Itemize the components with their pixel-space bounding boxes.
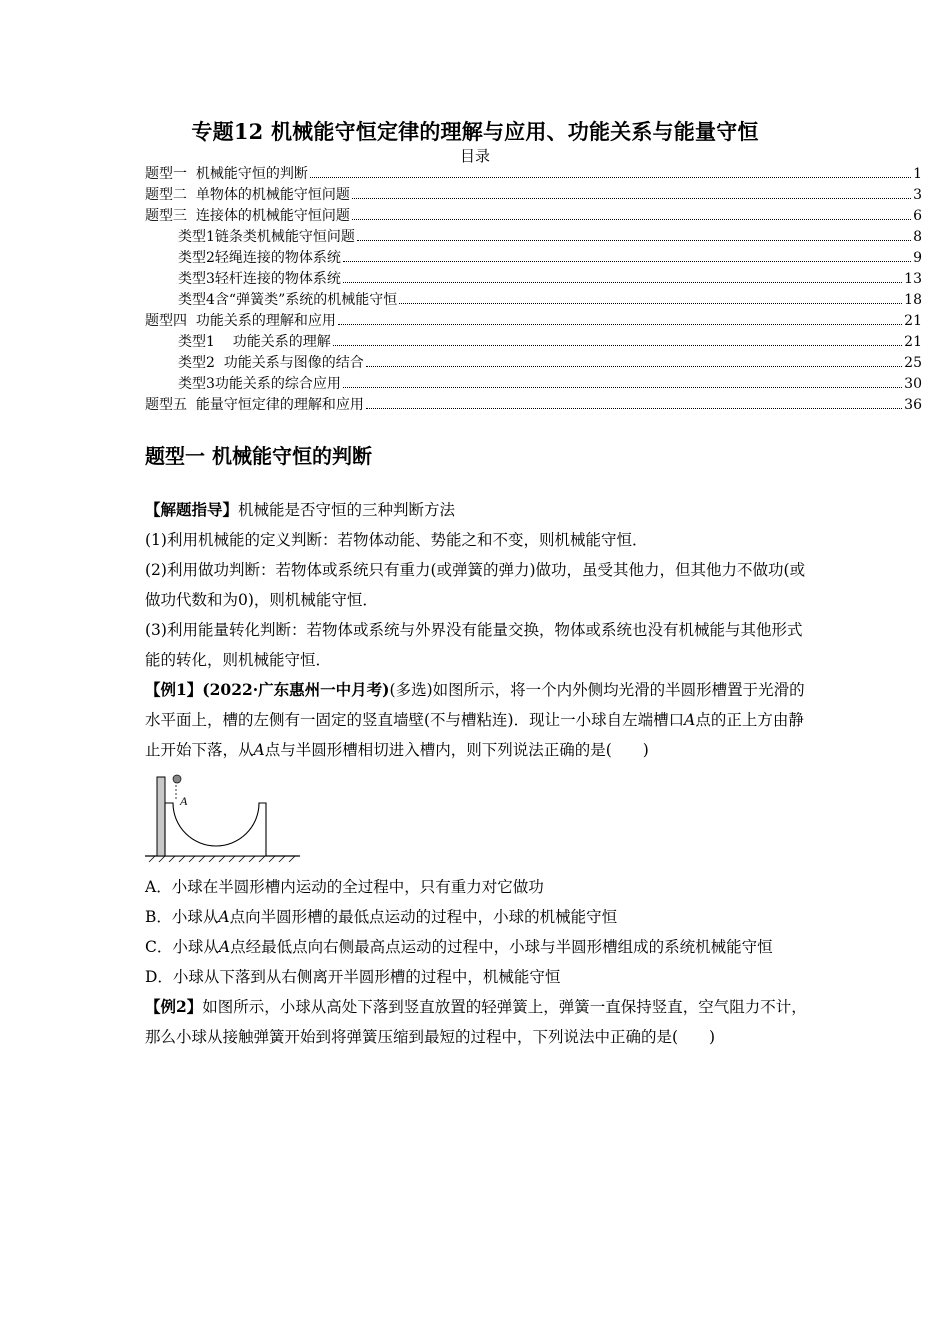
table-of-contents (145, 162, 922, 414)
toc-entry[interactable] (145, 330, 922, 351)
toc-leader-dots (343, 261, 911, 262)
section-heading: 题型一 机械能守恒的判断 (145, 444, 372, 468)
toc-entry-page: 1 (913, 166, 922, 182)
toc-entry-label: 类型2轻绳连接的物体系统 (178, 250, 341, 266)
toc-leader-dots (343, 387, 902, 388)
example-1-question: 【例1】(2022·广东惠州一中月考)(多选)如图所示，将一个内外侧均光滑的半圆形槽置于光滑的水平面上，槽的左侧有一固定的竖直墙壁(不与槽粘连)．现让一小球自左端槽口A点的正上方由静止开始下落，从A点与半圆形槽相切进入槽内，则下列说法正确的是( ) (145, 680, 805, 759)
option-c: C．小球从A点经最低点向右侧最高点运动的过程中，小球与半圆形槽组成的系统机械能守恒 (145, 938, 773, 956)
toc-entry-label: 类型3功能关系的综合应用 (178, 376, 341, 392)
method-1: (1)利用机械能的定义判断：若物体动能、势能之和不变，则机械能守恒． (145, 531, 648, 549)
toc-entry-page: 36 (904, 397, 922, 413)
toc-entry-page: 25 (904, 355, 922, 371)
example-2-question: 【例2】如图所示，小球从高处下落到竖直放置的轻弹簧上，弹簧一直保持竖直，空气阻力不计，那么小球从接触弹簧开始到将弹簧压缩到最短的过程中，下列说法中正确的是( ) (145, 997, 807, 1046)
ground-hatching (149, 856, 295, 862)
toc-entry-page: 9 (913, 250, 922, 266)
option-d: D．小球从下落到从右侧离开半圆形槽的过程中，机械能守恒 (145, 968, 561, 986)
toc-entry-label: 类型3轻杆连接的物体系统 (178, 271, 341, 287)
toc-entry[interactable] (145, 309, 922, 330)
guide-paragraph (145, 495, 810, 525)
toc-entry[interactable] (145, 288, 922, 309)
example-1-tag: 【例1】 (145, 680, 203, 699)
toc-entry[interactable] (145, 204, 922, 225)
toc-heading: 目录 (459, 147, 490, 165)
toc-entry-page: 8 (913, 229, 922, 245)
toc-entry-page: 3 (913, 187, 922, 203)
toc-entry[interactable] (145, 162, 922, 183)
document-title: 专题12 机械能守恒定律的理解与应用、功能关系与能量守恒 (191, 119, 759, 144)
toc-entry-label: 题型二 单物体的机械能守恒问题 (145, 187, 350, 203)
guide-text: 机械能是否守恒的三种判断方法 (238, 501, 456, 519)
example-2-tag: 【例2】 (145, 997, 203, 1016)
toc-entry-page: 6 (913, 208, 922, 224)
toc-leader-dots (366, 366, 902, 367)
toc-leader-dots (399, 303, 902, 304)
toc-entry-label: 类型1 功能关系的理解 (178, 334, 331, 350)
toc-entry[interactable] (145, 393, 922, 414)
toc-leader-dots (366, 408, 902, 409)
toc-leader-dots (357, 240, 911, 241)
toc-entry[interactable] (145, 246, 922, 267)
toc-entry[interactable] (145, 372, 922, 393)
point-a-label: A (218, 908, 230, 926)
option-a: A．小球在半圆形槽内运动的全过程中，只有重力对它做功 (145, 878, 544, 896)
toc-entry-page: 18 (904, 292, 922, 308)
point-a-label: A (253, 741, 265, 759)
toc-entry-label: 题型四 功能关系的理解和应用 (145, 313, 336, 329)
toc-entry-page: 21 (904, 313, 922, 329)
toc-leader-dots (343, 282, 902, 283)
toc-entry-page: 13 (904, 271, 922, 287)
point-a-label: A (218, 938, 231, 956)
toc-entry[interactable] (145, 183, 922, 204)
option-b: B．小球从A点向半圆形槽的最低点运动的过程中，小球的机械能守恒 (145, 908, 618, 926)
point-a-label: A (684, 711, 696, 729)
toc-entry-page: 30 (904, 376, 922, 392)
toc-leader-dots (352, 219, 911, 220)
toc-entry-label: 题型五 能量守恒定律的理解和应用 (145, 397, 364, 413)
example-1-source: (2022·广东惠州一中月考) (202, 680, 390, 699)
toc-leader-dots (338, 324, 902, 325)
guide-tag: 【解题指导】 (145, 500, 239, 519)
toc-leader-dots (352, 198, 911, 199)
method-3: (3)利用能量转化判断：若物体或系统与外界没有能量交换，物体或系统也没有机械能与其他形式能的转化，则机械能守恒． (145, 621, 803, 669)
toc-entry[interactable] (145, 267, 922, 288)
toc-leader-dots (333, 345, 902, 346)
toc-entry-label: 类型4含“弹簧类”系统的机械能守恒 (178, 292, 398, 308)
section-body (145, 495, 810, 1052)
toc-entry-label: 类型2 功能关系与图像的结合 (178, 355, 364, 371)
semicircular-groove-figure (145, 771, 305, 866)
toc-entry-label: 题型三 连接体的机械能守恒问题 (145, 208, 350, 224)
toc-entry[interactable] (145, 225, 922, 246)
toc-entry[interactable] (145, 351, 922, 372)
method-2: (2)利用做功判断：若物体或系统只有重力(或弹簧的弹力)做功，虽受其他力，但其他力不做功(或做功代数和为0)，则机械能守恒． (145, 561, 806, 609)
point-a-figure-label: A (180, 794, 188, 808)
toc-leader-dots (310, 177, 911, 178)
vertical-wall (157, 777, 165, 856)
toc-entry-label: 类型1链条类机械能守恒问题 (178, 229, 355, 245)
semicircular-groove (165, 803, 266, 856)
toc-entry-page: 21 (904, 334, 922, 350)
toc-entry-label: 题型一 机械能守恒的判断 (145, 166, 308, 182)
small-ball (173, 775, 181, 783)
